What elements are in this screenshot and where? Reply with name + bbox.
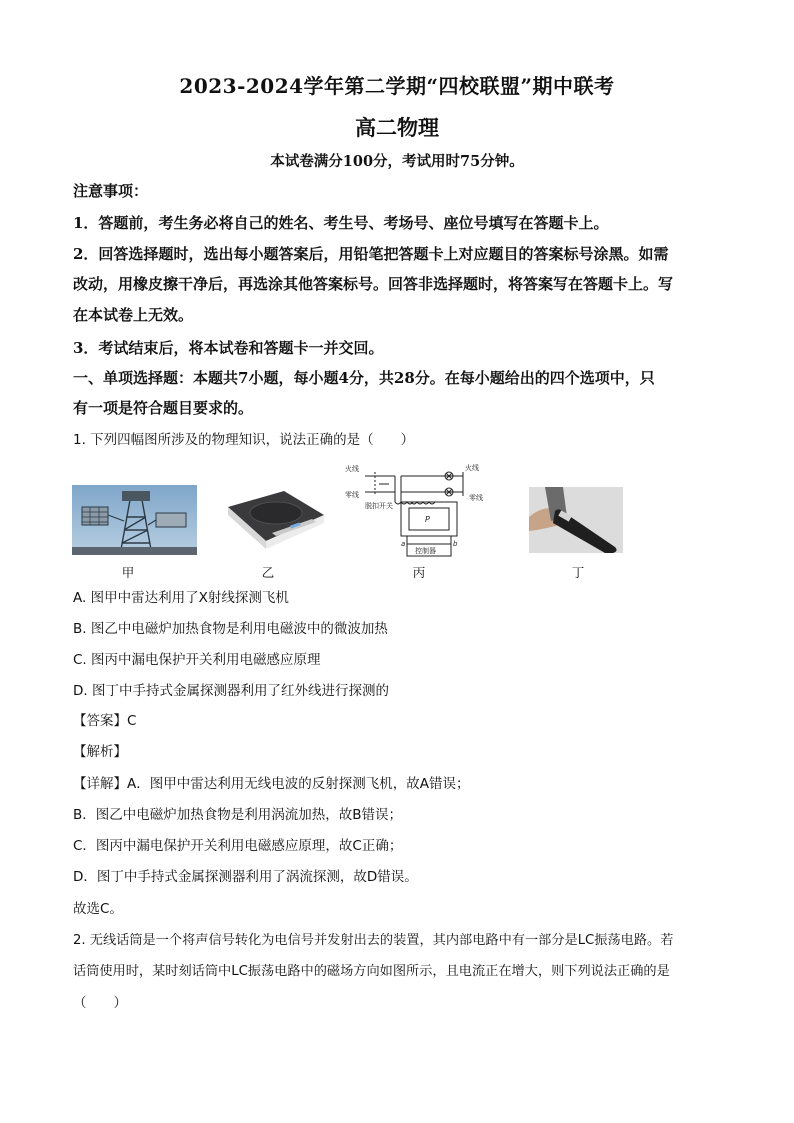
label-controller: 控制器 [415, 547, 436, 555]
q2-stem-line-2: 话筒使用时，某时刻话筒中LC振荡电路中的磁场方向如图所示，且电流正在增大，则下列说法正确的是 [73, 964, 670, 979]
label-neutral-left: 零线 [345, 491, 359, 499]
q1-stem: 1. 下列四幅图所涉及的物理知识，说法正确的是（ ） [73, 432, 415, 448]
label-p: P [425, 515, 430, 524]
q1-detail-b: B．图乙中电磁炉加热食物是利用涡流加热，故B错误； [73, 807, 403, 823]
subject-title: 高二物理 [355, 115, 439, 140]
metal-detector-image [529, 487, 623, 553]
q1-option-b: B. 图乙中电磁炉加热食物是利用电磁波中的微波加热 [73, 621, 388, 637]
caption-yi: 乙 [261, 565, 275, 580]
section1-heading-line-1: 一、单项选择题：本题共7小题，每小题4分，共28分。在每小题给出的四个选项中，只 [73, 369, 655, 387]
label-a: a [401, 540, 406, 548]
radar-tower-image [72, 485, 197, 555]
q1-option-d: D. 图丁中手持式金属探测器利用了红外线进行探测的 [73, 683, 389, 699]
caption-bing: 丙 [412, 565, 426, 580]
q1-option-a: A. 图甲中雷达利用了X射线探测飞机 [73, 590, 289, 606]
exam-title: 2023-2024学年第二学期“四校联盟”期中联考 [179, 74, 615, 98]
q1-detail-a: 【详解】A．图甲中雷达利用无线电波的反射探测飞机，故A错误； [73, 776, 470, 792]
q2-stem-line-1: 2. 无线话筒是一个将声信号转化为电信号并发射出去的装置，其内部电路中有一部分是LC振荡电路。若 [73, 933, 674, 948]
notice-item-2-line-3: 在本试卷上无效。 [73, 306, 194, 324]
notice-item-2-line-1: 2．回答选择题时，选出每小题答案后，用铅笔把答题卡上对应题目的答案标号涂黑。如需 [73, 245, 669, 263]
q1-detail-d: D．图丁中手持式金属探测器利用了涡流探测，故D错误。 [73, 869, 418, 885]
q1-conclusion: 故选C。 [73, 901, 123, 917]
caption-ding: 丁 [571, 565, 585, 580]
q1-answer: 【答案】C [73, 713, 137, 729]
q1-option-c: C. 图丙中漏电保护开关利用电磁感应原理 [73, 652, 321, 668]
label-fire-left: 火线 [345, 465, 359, 473]
leakage-switch-diagram [343, 460, 493, 558]
q2-stem-line-3: （ ） [73, 995, 127, 1011]
notice-item-3: 3．考试结束后，将本试卷和答题卡一并交回。 [73, 339, 384, 357]
q1-analysis-heading: 【解析】 [73, 744, 127, 760]
q1-detail-c: C．图丙中漏电保护开关利用电磁感应原理，故C正确； [73, 838, 403, 854]
induction-cooker-image [220, 485, 328, 553]
label-trip-switch: 脱扣开关 [365, 502, 393, 510]
notice-item-1: 1．答题前，考生务必将自己的姓名、考生号、考场号、座位号填写在答题卡上。 [73, 214, 609, 232]
label-neutral-right: 零线 [469, 494, 483, 502]
label-fire-right: 火线 [465, 464, 479, 472]
notice-item-2-line-2: 改动，用橡皮擦干净后，再选涂其他答案标号。回答非选择题时，将答案写在答题卡上。写 [73, 275, 674, 293]
exam-info: 本试卷满分100分，考试用时75分钟。 [270, 153, 524, 170]
notice-heading: 注意事项： [73, 182, 149, 200]
label-b: b [453, 540, 458, 548]
caption-jia: 甲 [121, 565, 135, 580]
section1-heading-line-2: 有一项是符合题目要求的。 [73, 399, 254, 417]
